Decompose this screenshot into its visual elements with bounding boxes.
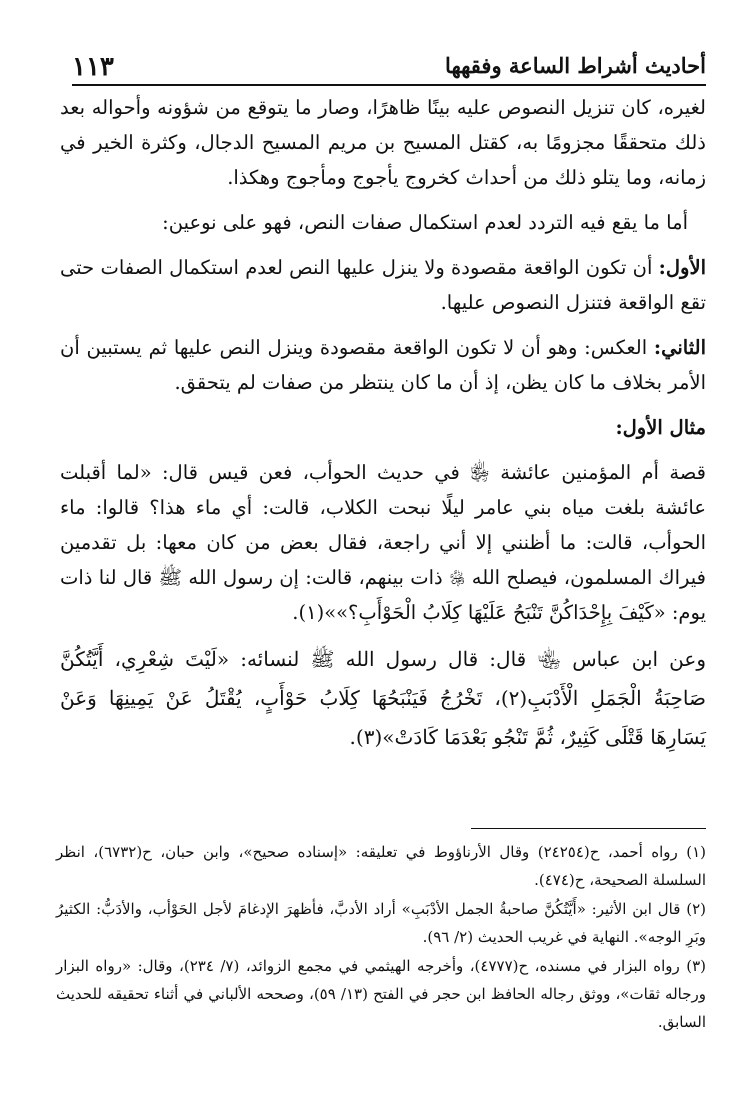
- footnote-1: (١) رواه أحمد، ح(٢٤٢٥٤) وقال الأرناؤوط في تعليقه: «إسناده صحيح»، وابن حبان، ح(٦٧٣٢)، انظر السلسلة الصحيحة، ح(٤٧٤).: [56, 843, 706, 889]
- second-type-label: الثاني:: [653, 336, 706, 359]
- footnote-2: (٢) قال ابن الأثير: «أَيَّتُكُنَّ صاحبةُ الجمل الأدْبَبِ» أراد الأدبَّ، فأظهرَ الإدغامَ لأجل الحَوْأب، والأدَبُّ: الكثيرُ وبَرِ الوجه». النهاية في غريب الحديث (٢/ ٩٦).: [56, 900, 706, 946]
- section-subheading: مثال الأول:: [615, 416, 706, 439]
- footnote-3: (٣) رواه البزار في مسنده، ح(٤٧٧٧)، وأخرجه الهيثمي في مجمع الزوائد، (٧/ ٢٣٤)، وقال: «رواه البزار ورجاله ثقات»، ووثق رجاله الحافظ ابن حجر في الفتح (١٣/ ٥٩)، وصححه الألباني في أثناء تحقيقه للحديث السابق.: [56, 957, 707, 1031]
- first-type-label: الأول:: [658, 256, 706, 279]
- paragraph-types: أما ما يقع فيه التردد لعدم استكمال صفات النص، فهو على نوعين:: [162, 211, 688, 234]
- first-type-text: أن تكون الواقعة مقصودة ولا ينزل عليها النص لعدم استكمال الصفات حتى تقع الواقعة فتنزل النصوص عليها.: [60, 256, 706, 314]
- running-head: أحاديث أشراط الساعة وفقهها: [445, 53, 706, 78]
- main-text: [60, 90, 706, 767]
- page-header: [72, 44, 706, 86]
- second-type-text: العكس: وهو أن لا تكون الواقعة مقصودة وينزل النص عليها ثم يستبين أن الأمر بخلاف ما كان يظن، إذ أن ما كان ينتظر من صفات لم يتحقق.: [60, 336, 706, 394]
- footnotes: [56, 838, 706, 1037]
- paragraph-first-type: [60, 250, 706, 320]
- footnote-divider: [471, 828, 706, 829]
- page-number: ١١٣: [72, 52, 114, 82]
- paragraph-hadith-ibn-abbas: وعن ابن عباس ﵄ قال: قال رسول الله ﷺ لنسائه: «لَيْتَ شِعْرِي، أَيَّتُكُنَّ صَاحِبَةُ الْجَمَلِ الْأَدْبَبِ(٢)، تَخْرُجُ فَيَنْبَحُهَا كِلَابُ حَوْأَبٍ، يُقْتَلُ عَنْ يَمِينِهَا وَعَنْ يَسَارِهَا قَتْلَى كَثِيرٌ، ثُمَّ تَنْجُو بَعْدَمَا كَادَتْ»(٣).: [60, 647, 706, 749]
- paragraph-intro: لغيره، كان تنزيل النصوص عليه بينًا ظاهرًا، وصار ما يتوقع من شؤونه وأحواله بعد ذلك متحققًا مجزومًا به، كقتل المسيح بن مريم المسيح الدجال، وكثرة الخير في زمانه، وما يتلو ذلك من أحداث كخروج يأجوج ومأجوج وهكذا.: [60, 96, 706, 189]
- paragraph-second-type: [60, 330, 706, 400]
- paragraph-hadith-aisha: قصة أم المؤمنين عائشة ﵂ في حديث الحوأب، فعن قيس قال: «لما أقبلت عائشة بلغت مياه بني عامر ليلًا نبحت الكلاب، قالت: أي ماء هذا؟ قالوا: ماء الحوأب، قالت: ما أظنني إلا أني راجعة، فقال بعض من كان معها: بل تقدمين فيراك المسلمون، فيصلح الله ﷿ ذات بينهم، قالت: إن رسول الله ﷺ قال لنا ذات يوم: «كَيْفَ بِإِحْدَاكُنَّ تَنْبَحُ عَلَيْهَا كِلَابُ الْحَوْأَبِ؟»»(١).: [60, 461, 706, 624]
